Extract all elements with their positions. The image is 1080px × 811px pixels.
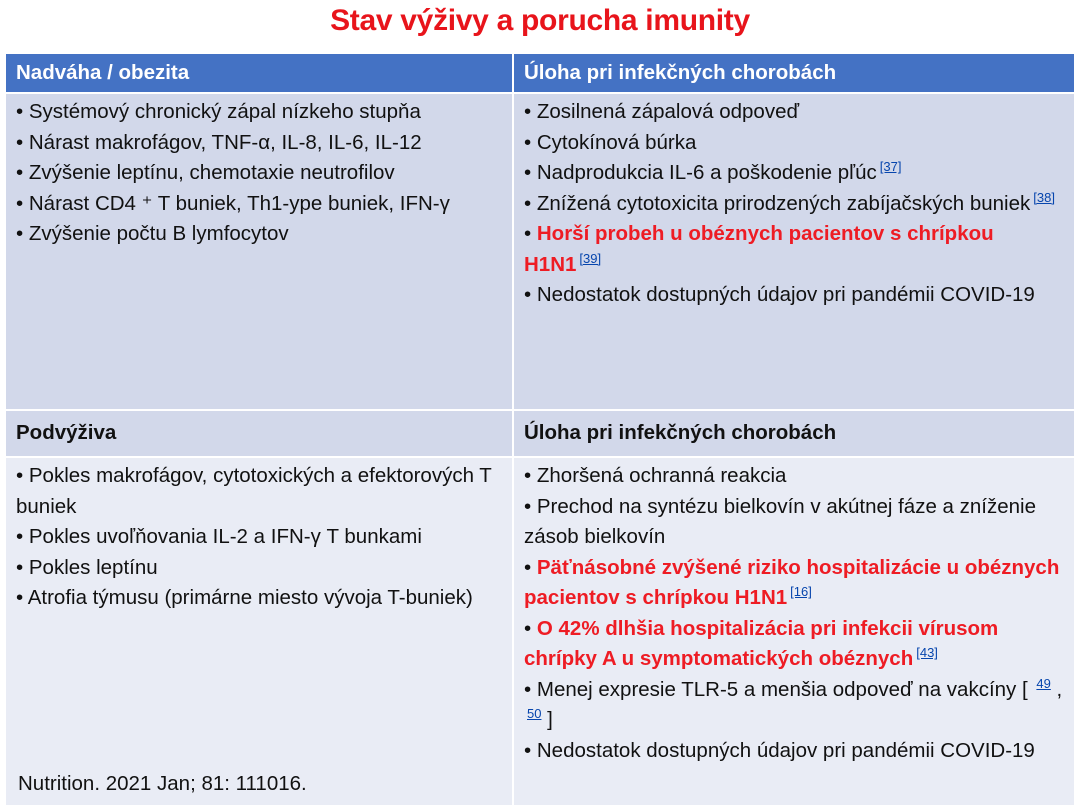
reference-sup [579,251,601,266]
item-highlight: Päťnásobné zvýšené riziko hospitalizácie u obéznych pacientov s chrípkou H1N1 [524,555,1060,609]
citation-footer: Nutrition. 2021 Jan; 81: 111016. [18,771,307,795]
undernutrition-role-list [524,461,1064,766]
list-item: • Pokles leptínu [16,555,158,579]
list-item: • Systémový chronický zápal nízkeho stupňa [16,100,421,123]
reference-link[interactable]: 49 [1036,675,1051,691]
item-highlight: O 42% dlhšia hospitalizácia pri infekcii vírusom chrípky A u symptomatických obéznych [524,616,999,670]
list-item [524,461,1064,492]
obesity-role-list [524,97,1064,311]
item-text: • Nedostatok dostupných údajov pri pandémii COVID-19 [524,738,1035,762]
item-text: • Zosilnená zápalová odpoveď [524,100,800,123]
item-text: • Nedostatok dostupných údajov pri pandémii COVID-19 [524,283,1035,306]
reference-link[interactable]: [39] [579,250,602,266]
item-text: • Prechod na syntézu bielkovín v akútnej fáze a zníženie zásob bielkovín [524,494,1037,548]
list-item [524,492,1064,553]
list-item: • Atrofia týmusu (primárne miesto vývoja T-buniek) [16,586,473,609]
reference-sup [916,645,938,660]
undernutrition-role-cell [513,457,1075,806]
reference-sup [880,159,902,174]
item-bullet: • [524,222,537,245]
list-item: • Pokles uvoľňovania IL-2 a IFN-γ T bunkami [16,525,422,548]
header-undernutrition: Podvýživa [5,410,513,457]
reference-link[interactable]: 50 [527,706,542,722]
item-highlight: Horší probeh u obéznych pacientov s chrípkou H1N1 [524,222,994,276]
reference-sup [527,706,541,721]
item-text: • Nadprodukcia IL-6 a poškodenie pľúc [524,161,877,184]
header-obesity: Nadváha / obezita [5,53,513,93]
obesity-effects-cell [5,93,513,410]
list-item [524,189,1064,220]
list-item [524,553,1064,614]
list-item: • Zvýšenie leptínu, chemotaxie neutrofilov [16,161,395,184]
list-item [524,97,1064,128]
obesity-role-cell [513,93,1075,410]
item-bullet: • [524,616,537,640]
list-item [524,280,1064,311]
list-item [524,219,1064,280]
reference-link[interactable]: [37] [879,159,902,175]
reference-sup [1036,676,1050,691]
header-undernutrition-role: Úloha pri infekčných chorobách [513,410,1075,457]
undernutrition-effects-cell [5,457,513,806]
header-obesity-role: Úloha pri infekčných chorobách [513,53,1075,93]
item-text: • Znížená cytotoxicita prirodzených zabíjačských buniek [524,191,1031,215]
reference-link[interactable]: [43] [916,645,938,661]
list-item [524,736,1064,767]
item-bullet: • [524,555,537,579]
list-item [524,675,1064,736]
reference-link[interactable]: [16] [790,584,812,600]
reference-link[interactable]: [38] [1033,189,1055,205]
list-item [524,614,1064,675]
list-item: • Nárast CD4 ⁺ T buniek, Th1-ype buniek, IFN-γ [16,191,450,215]
undernutrition-effects-list [16,461,502,614]
item-tail: ] [541,708,553,731]
item-separator: , [1050,677,1063,701]
list-item [524,158,1064,189]
item-text: • Cytokínová búrka [524,130,697,154]
reference-sup [1033,190,1055,205]
list-item: • Pokles makrofágov, cytotoxických a efektorových T buniek [16,464,492,518]
slide-title: Stav výživy a porucha imunity [330,4,750,37]
item-text: • Zhoršená ochranná reakcia [524,464,787,487]
list-item [524,128,1064,159]
reference-sup [790,584,812,599]
list-item: • Nárast makrofágov, TNF-α, IL-8, IL-6, IL-12 [16,130,422,154]
list-item: • Zvýšenie počtu B lymfocytov [16,222,289,245]
item-text: • Menej expresie TLR-5 a menšia odpoveď na vakcíny [ [524,677,1034,701]
comparison-table [5,53,1075,806]
obesity-effects-list [16,97,502,250]
